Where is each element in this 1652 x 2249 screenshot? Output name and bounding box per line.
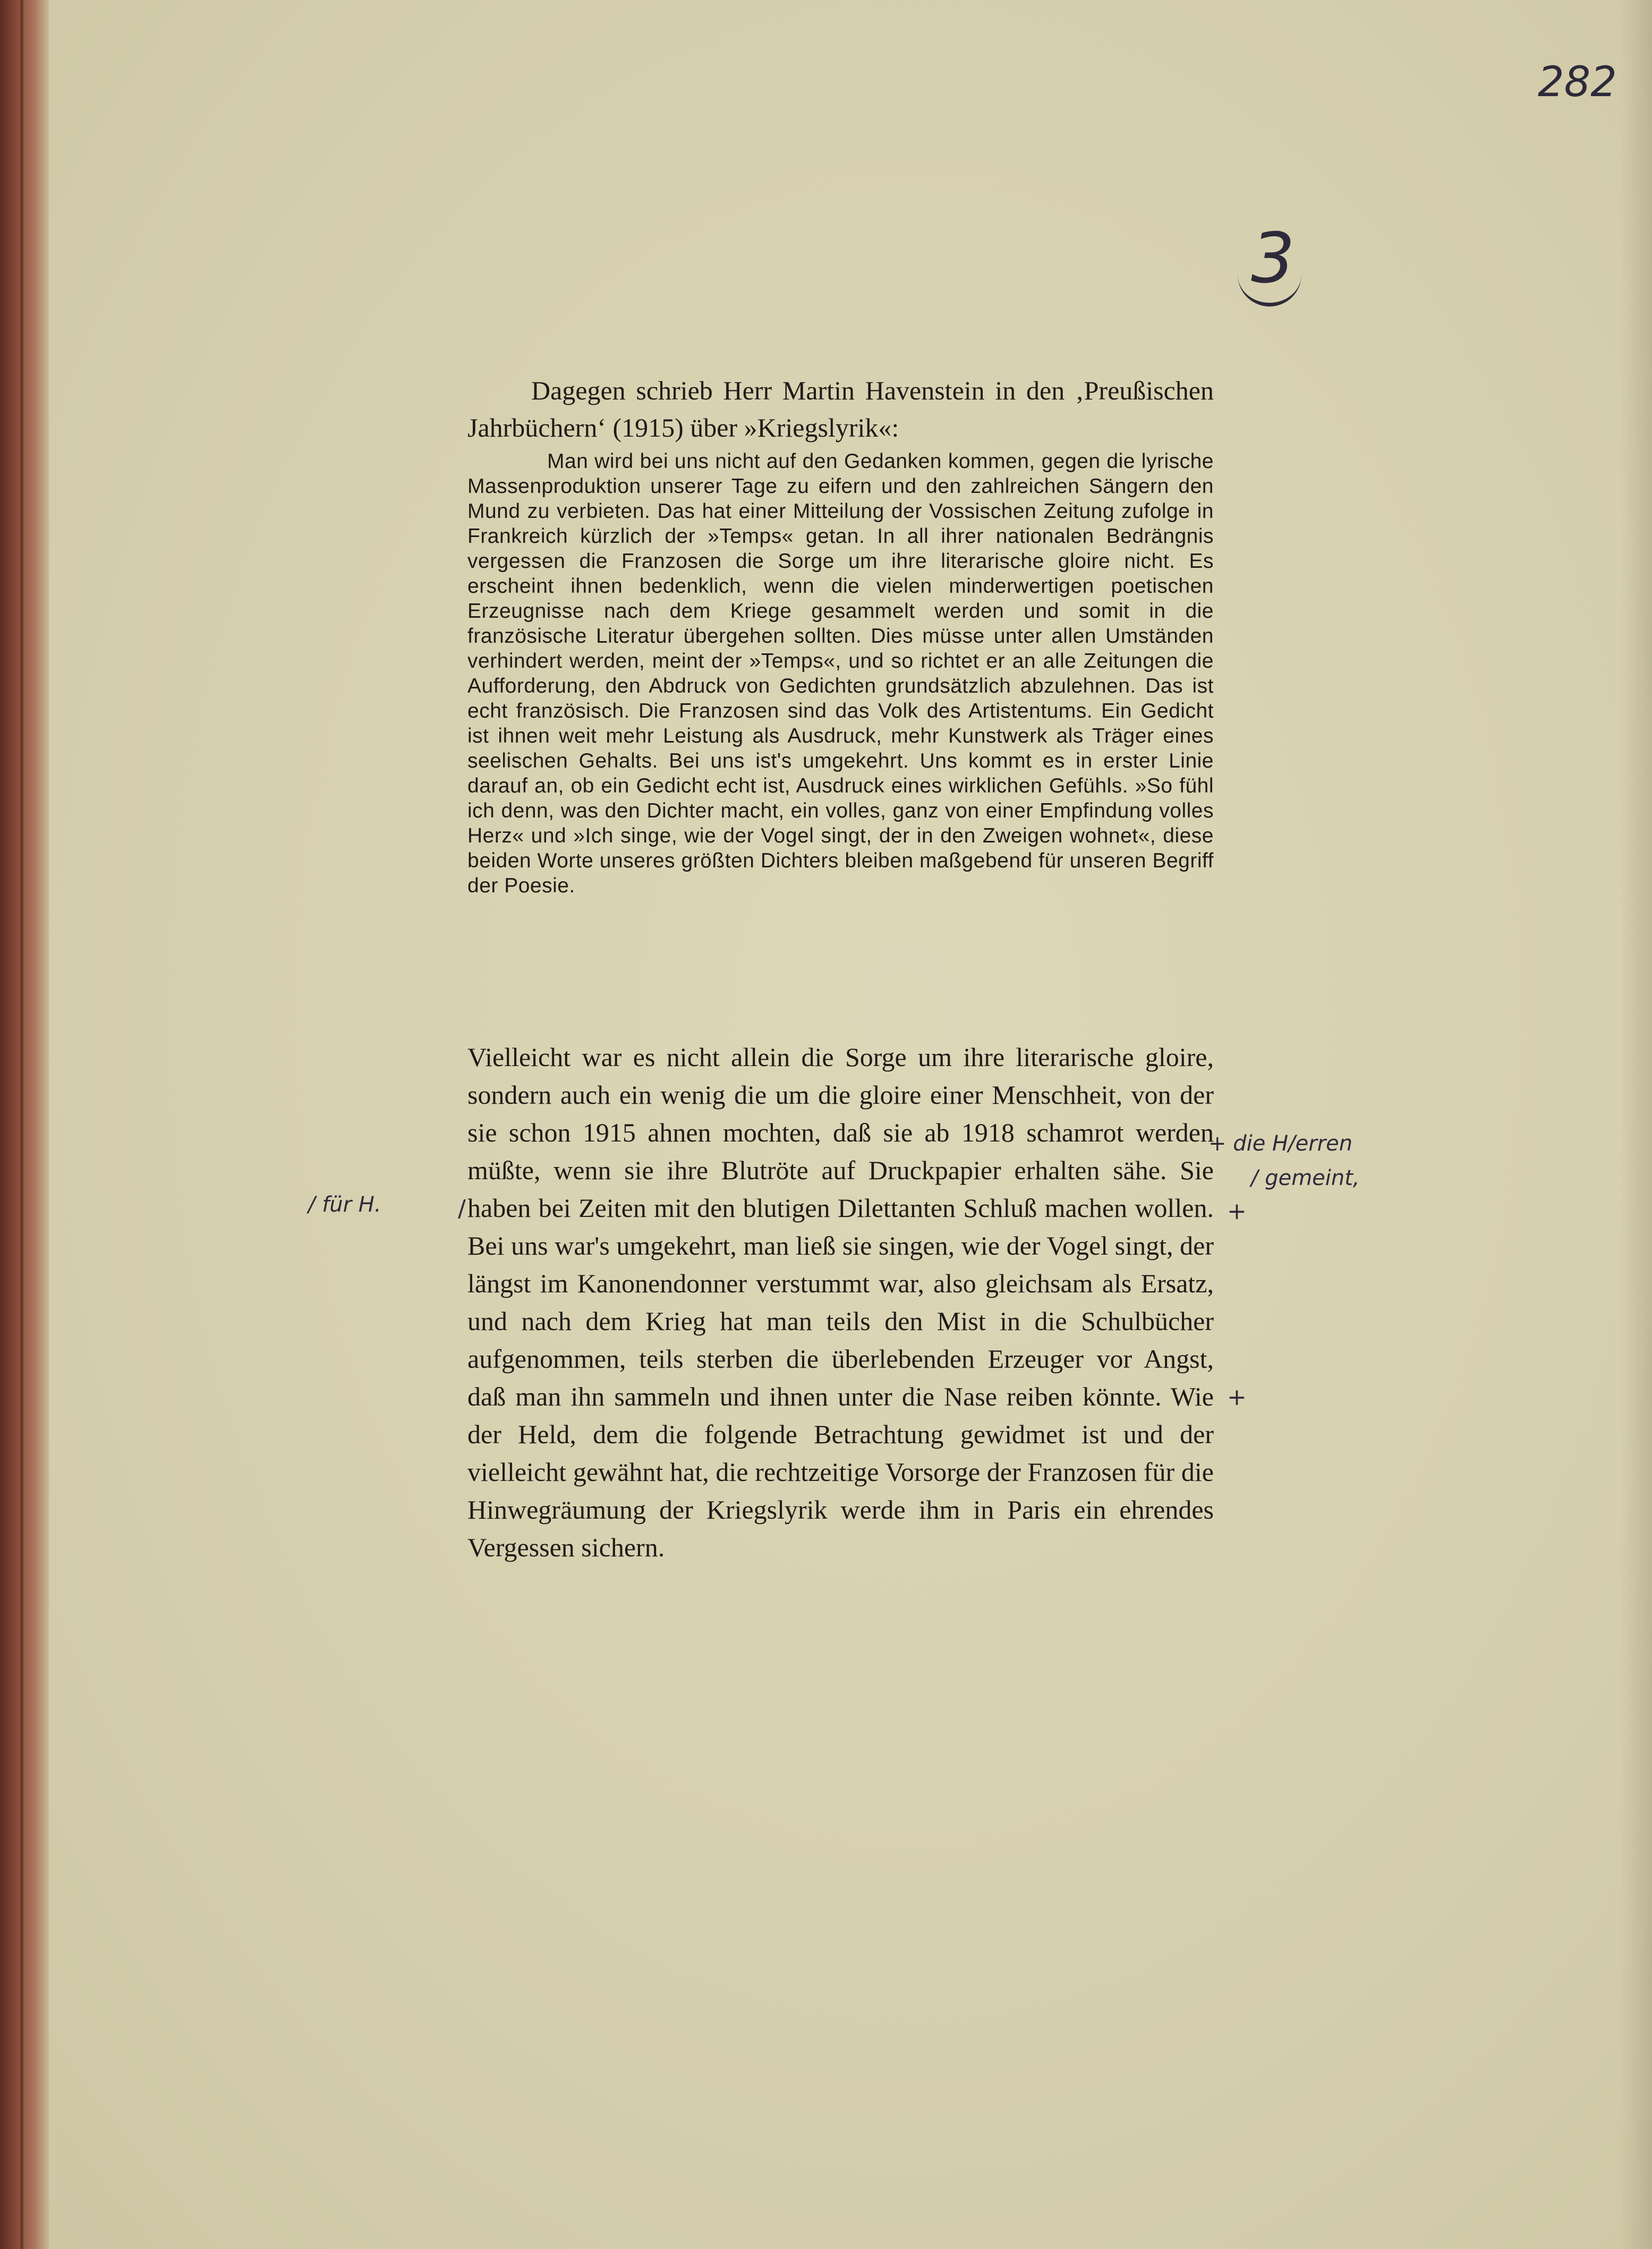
book-spine: [0, 0, 49, 2249]
insertion-plus-mark: +: [1227, 1384, 1247, 1411]
margin-note-right-1: + die H/erren: [1208, 1131, 1353, 1156]
section-number-underline: [1238, 255, 1301, 306]
margin-note-left: / für H.: [308, 1192, 381, 1217]
section-number: 3: [1251, 218, 1295, 299]
intro-text: Dagegen schrieb Herr Martin Havenstein in den ‚Preußischen Jahrbüchern‘ (1915) über »Kriegslyrik«:: [467, 376, 1214, 442]
margin-note-right-2: / gemeint,: [1251, 1166, 1360, 1190]
insertion-slash-mark: /: [458, 1195, 466, 1222]
quote-text: Man wird bei uns nicht auf den Gedanken kommen, gegen die lyrische Massenproduktion unserer Tage zu eifern und den zahlreichen Sängern den Mund zu verbieten. Das hat einer Mitteilung der Vossischen Zeitung zufolge in Frankreich kürzlich der »Temps« getan. In all ihrer nationalen Bedrängnis vergessen die Franzosen die Sorge um ihre literarische gloire nicht. Es erscheint ihnen bedenklich, wenn die vielen minderwertigen poetischen Erzeugnisse nach dem Kriege gesammelt werden und somit in die französische Literatur übergehen sollten. Dies müsse unter allen Umständen verhindert werden, meint der »Temps«, und so richtet er an alle Zeitungen die Aufforderung, den Abdruck von Gedichten grundsätzlich abzulehnen. Das ist echt französisch. Die Franzosen sind das Volk des Artistentums. Ein Gedicht ist ihnen weit mehr Leistung als Ausdruck, mehr Kunstwerk als Träger eines seelischen Gehalts. Bei uns ist's umgekehrt. Uns kommt es in erster Linie darauf an, ob ein Gedicht echt ist, Ausdruck eines wirklichen Gefühls. »So fühl ich denn, was den Dichter macht, ein volles, ganz von einer Empfindung volles Herz« und »Ich singe, wie der Vogel singt, der in den Zweigen wohnet«, diese beiden Worte unseres größten Dichters bleiben maßgebend für unseren Begriff der Poesie.: [467, 450, 1214, 897]
page-number: 282: [1538, 58, 1617, 106]
intro-paragraph: [467, 372, 1214, 446]
body-text: Vielleicht war es nicht allein die Sorge um ihre literarische gloire, sondern auch ein wenig die um die gloire einer Menschheit, von der sie schon 1915 ahnen mochten, daß sie ab 1918 schamrot werden müßte, wenn sie ihre Blutröte auf Druckpapier erhalten sähe. Sie haben bei Zeiten mit den blutigen Dilettanten Schluß machen wollen. Bei uns war's umgekehrt, man ließ sie singen, wie der Vogel singt, der längst im Kanonendonner verstummt war, also gleichsam als Ersatz, und nach dem Krieg hat man teils den Mist in die Schulbücher aufgenommen, teils sterben die überlebenden Erzeuger vor Angst, daß man ihn sammeln und ihnen unter die Nase reiben könnte. Wie der Held, dem die folgende Betrachtung gewidmet ist und der vielleicht gewähnt hat, die rechtzeitige Vorsorge der Franzosen für die Hinwegräumung der Kriegslyrik werde ihm in Paris ein ehrendes Vergessen sichern.: [467, 1042, 1214, 1562]
spine-fold: [20, 0, 23, 2249]
insertion-plus-mark: +: [1227, 1198, 1247, 1225]
body-paragraph: [467, 1038, 1214, 1566]
block-quote: [467, 449, 1214, 898]
page-edge-shadow: [1620, 0, 1652, 2249]
